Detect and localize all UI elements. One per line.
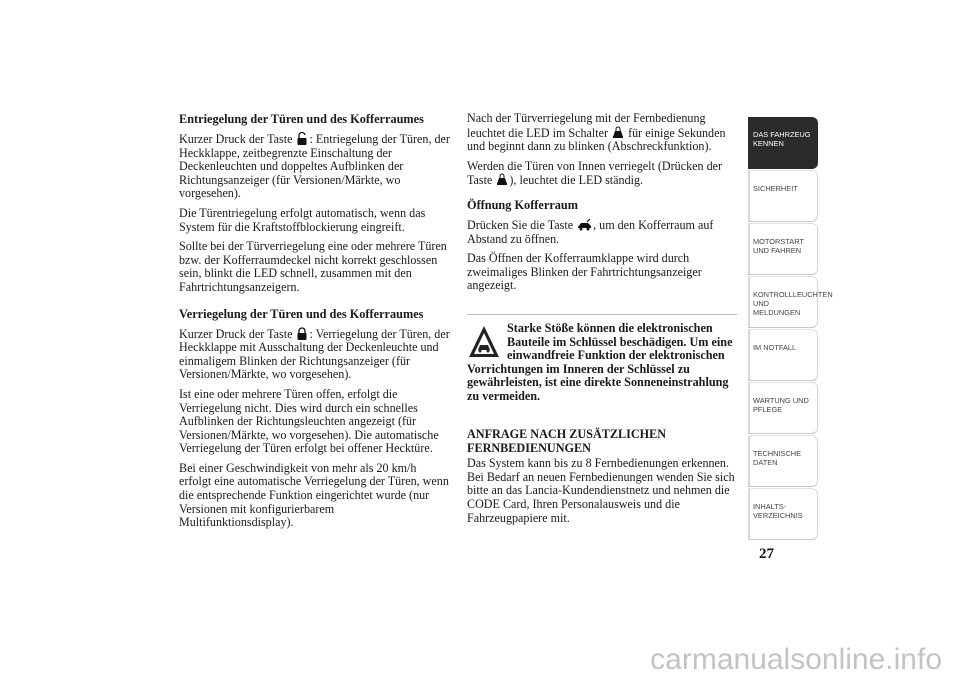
paragraph-fuel-block: Die Türentriegelung erfolgt automatisch, wenn das System für die Kraftstoffblockierung eingreift. bbox=[179, 205, 426, 234]
paragraph-speed: Bei einer Geschwindigkeit von mehr als 20 km/h erfolgt eine automatische Verriegelung der Türen, wenn die entsprechende Funktion eingerichtet wurde (nur Versionen mit konfigurierbarem Multifunktionsdisplay). bbox=[179, 460, 449, 530]
paragraph-door-open: Ist eine oder mehrere Türen offen, erfolgt die Verriegelung nicht. Dies wird durch ein schnelles Aufblinken der Richtungsleuchten angezeigt (für Versionen/Märkte, wo vorgesehen). Die automatische Verriegelung der Türen erfolgt bei offener Hecktüre. bbox=[179, 386, 439, 456]
chapter-sidebar bbox=[748, 117, 833, 541]
right-column bbox=[467, 112, 737, 299]
trunk-icon bbox=[577, 218, 592, 231]
divider bbox=[467, 314, 737, 315]
left-column bbox=[179, 112, 451, 536]
sidebar-tab[interactable]: DAS FAHRZEUG KENNEN bbox=[748, 117, 818, 169]
sidebar-tab[interactable]: IM NOTFALL bbox=[748, 329, 818, 381]
additional-remotes-section bbox=[467, 428, 737, 525]
warning-text: Starke Stöße können die elektronischen Bauteile im Schlüssel beschädigen. Um eine einwandfreie Funktion der elektronischen Vorrichtungen im Inneren der Schlüssel zu gewährleisten, ist eine direkte Sonneneinstrahlung zu vermeiden. bbox=[467, 321, 733, 403]
sidebar-tab[interactable]: KONTROLLLEUCHTEN UND MELDUNGEN bbox=[748, 276, 818, 328]
paragraph-additional-remotes: Das System kann bis zu 8 Fernbedienungen erkennen. Bei Bedarf an neuen Fernbedienungen wenden Sie sich bitte an das Lancia-Kundendienstnetz und nehmen die CODE Card, Ihren Personalausweis und die Fahrzeugpapiere mit. bbox=[467, 456, 735, 525]
paragraph-remote-led: Nach der Türverriegelung mit der Fernbedienung leuchtet die LED im Schalter für einige Sekunden und beginnt dann zu blinken (Abschreckfunktion). bbox=[467, 111, 726, 154]
heading-trunk: Öffnung Kofferraum bbox=[467, 197, 579, 212]
watermark: carmanualsonline.info bbox=[650, 643, 942, 676]
page-number: 27 bbox=[759, 546, 774, 562]
paragraph-trunk-blink: Das Öffnen der Kofferraumklappe wird durch zweimaliges Blinken der Fahrtrichtungsanzeiger angezeigt. bbox=[467, 251, 702, 293]
heading-lock: Verriegelung der Türen und des Kofferraumes bbox=[179, 306, 424, 321]
paragraph-lock: Kurzer Druck der Taste : Verriegelung der Türen, der Heckklappe mit Ausschaltung der Deckenleuchte und einmaligem Blinken der Richtungsanzeiger (für Versionen/Märkte, wo vorgesehen). bbox=[179, 326, 450, 382]
paragraph-unlock: Kurzer Druck der Taste : Entriegelung der Türen, der Heckklappe, zeitbegrenzte Einschaltung der Deckenleuchten und doppeltes Aufblinken der Richtungsanzeiger (für Versionen/Märkte, wo vorgesehen). bbox=[179, 132, 450, 201]
sidebar-tab[interactable]: INHALTS-VERZEICHNIS bbox=[748, 488, 818, 540]
car-lock-icon bbox=[496, 173, 508, 186]
sidebar-tab[interactable]: TECHNISCHE DATEN bbox=[748, 435, 818, 487]
sidebar-tab[interactable]: WARTUNG UND PFLEGE bbox=[748, 382, 818, 434]
paragraph-interior-lock: Werden die Türen von Innen verriegelt (Drücken der Taste ), leuchtet die LED ständig. bbox=[467, 158, 723, 188]
heading-additional-remotes: ANFRAGE NACH ZUSÄTZLICHEN FERNBEDIENUNGEN bbox=[467, 427, 667, 455]
heading-unlock: Entriegelung der Türen und des Kofferraumes bbox=[179, 112, 424, 126]
sidebar-tab[interactable]: SICHERHEIT bbox=[748, 170, 818, 222]
sidebar-tab[interactable]: MOTORSTART UND FAHREN bbox=[748, 223, 818, 275]
warning-triangle-icon bbox=[467, 324, 501, 360]
unlock-icon bbox=[296, 132, 308, 145]
lock-icon bbox=[296, 327, 308, 340]
paragraph-led: Sollte bei der Türverriegelung eine oder mehrere Türen bzw. der Kofferraumdeckel nicht korrekt geschlossen sein, blinkt die LED schnell, zusammen mit den Fahrtrichtungsanzeigern. bbox=[179, 239, 447, 294]
warning-box bbox=[467, 322, 737, 404]
car-lock-icon bbox=[612, 126, 624, 139]
paragraph-trunk: Drücken Sie die Taste , um den Kofferraum auf Abstand zu öffnen. bbox=[467, 217, 714, 246]
